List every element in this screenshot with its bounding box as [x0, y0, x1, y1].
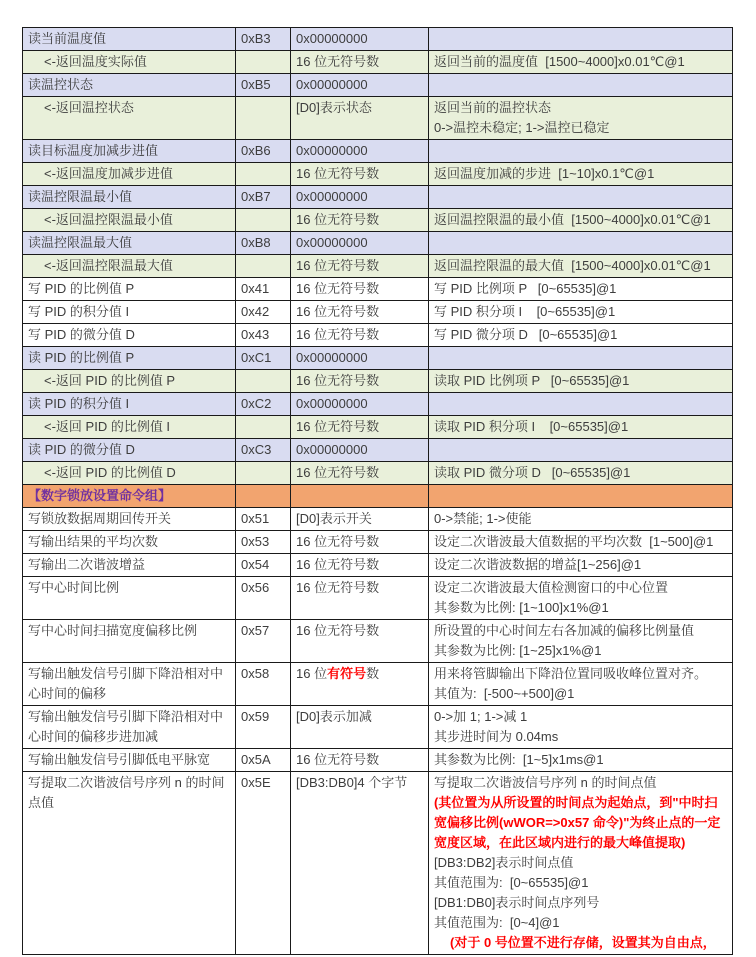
command-row [23, 663, 733, 706]
cell-description: 读取 PID 微分项 D [0~65535]@1 [429, 462, 733, 485]
cell-command-code [236, 97, 291, 140]
cell-data-format: 0x00000000 [291, 439, 429, 462]
cell-description: 设定二次谐波最大值数据的平均次数 [1~500]@1 [429, 531, 733, 554]
command-row [23, 772, 733, 955]
cell-command-name [23, 370, 236, 393]
cell-description: 写 PID 微分项 D [0~65535]@1 [429, 324, 733, 347]
cell-data-format: [D0]表示状态 [291, 97, 429, 140]
cell-command-code [236, 462, 291, 485]
cell-data-format: 16 位无符号数 [291, 324, 429, 347]
cell-command-name: 读目标温度加减步进值 [23, 140, 236, 163]
cell-data-format: 0x00000000 [291, 186, 429, 209]
cell-description [429, 772, 733, 955]
text-segment: <-返回温度实际值 [44, 54, 147, 69]
text-segment: <-返回温控状态 [44, 100, 134, 115]
cell-command-name: 读 PID 的比例值 P [23, 347, 236, 370]
return-row [23, 255, 733, 278]
cell-data-format: 16 位无符号数 [291, 209, 429, 232]
cell-description [429, 140, 733, 163]
command-row [23, 301, 733, 324]
cell-description: 返回温控限温的最大值 [1500~4000]x0.01℃@1 [429, 255, 733, 278]
cell-description [429, 393, 733, 416]
cell-data-format: [D0]表示开关 [291, 508, 429, 531]
cell-data-format: 16 位无符号数 [291, 370, 429, 393]
command-row [23, 28, 733, 51]
cell-description [429, 577, 733, 620]
cell-command-name [23, 485, 236, 508]
cell-description: 返回温控限温的最小值 [1500~4000]x0.01℃@1 [429, 209, 733, 232]
cell-description [429, 232, 733, 255]
cell-data-format: 16 位无符号数 [291, 749, 429, 772]
cell-command-name: 写中心时间扫描宽度偏移比例 [23, 620, 236, 663]
cell-command-code [236, 370, 291, 393]
cell-description [429, 347, 733, 370]
cell-command-code [236, 51, 291, 74]
cell-command-name [23, 255, 236, 278]
cell-command-code [236, 485, 291, 508]
cell-data-format: 0x00000000 [291, 232, 429, 255]
cell-command-code: 0x53 [236, 531, 291, 554]
cell-command-code [236, 255, 291, 278]
text-segment: 其值范围为: [0~4]@1 [434, 915, 560, 930]
text-segment: 其参数为比例: [1~25]x1%@1 [434, 643, 602, 658]
cell-description [429, 706, 733, 749]
cell-command-name: 写 PID 的比例值 P [23, 278, 236, 301]
return-row [23, 370, 733, 393]
command-row [23, 347, 733, 370]
cell-command-name: 写输出触发信号引脚下降沿相对中心时间的偏移步进加减 [23, 706, 236, 749]
command-row [23, 531, 733, 554]
cell-command-name: 写输出触发信号引脚低电平脉宽 [23, 749, 236, 772]
cell-command-code: 0x57 [236, 620, 291, 663]
command-row [23, 577, 733, 620]
cell-command-name [23, 209, 236, 232]
command-row [23, 508, 733, 531]
cell-command-code: 0x59 [236, 706, 291, 749]
cell-command-code: 0xB6 [236, 140, 291, 163]
cell-data-format: 0x00000000 [291, 140, 429, 163]
return-row [23, 51, 733, 74]
cell-command-name [23, 163, 236, 186]
section-header-row [23, 485, 733, 508]
cell-data-format: 0x00000000 [291, 74, 429, 97]
text-segment: <-返回温控限温最小值 [44, 212, 173, 227]
cell-description: 写 PID 比例项 P [0~65535]@1 [429, 278, 733, 301]
cell-description [429, 28, 733, 51]
cell-data-format: [DB3:DB0]4 个字节 [291, 772, 429, 955]
text-segment: 用来将管脚输出下降沿位置同吸收峰位置对齐。 [434, 666, 708, 681]
cell-data-format: 0x00000000 [291, 347, 429, 370]
command-row [23, 278, 733, 301]
cell-command-name: 写 PID 的微分值 D [23, 324, 236, 347]
cell-command-name: 写提取二次谐波信号序列 n 的时间点值 [23, 772, 236, 955]
cell-data-format [291, 663, 429, 706]
command-row [23, 439, 733, 462]
emphasis-red-text: 有符号 [327, 666, 367, 681]
cell-description: 读取 PID 积分项 I [0~65535]@1 [429, 416, 733, 439]
cell-command-code: 0x56 [236, 577, 291, 620]
text-segment: 设定二次谐波最大值检测窗口的中心位置 [434, 580, 669, 595]
cell-data-format: 16 位无符号数 [291, 462, 429, 485]
cell-command-name: 读温控限温最大值 [23, 232, 236, 255]
cell-description: 返回当前的温度值 [1500~4000]x0.01℃@1 [429, 51, 733, 74]
cell-command-name [23, 51, 236, 74]
text-segment: 0->加 1; 1->减 1 [434, 709, 528, 724]
text-segment: 其值范围为: [0~65535]@1 [434, 875, 589, 890]
text-segment: <-返回温度加减步进值 [44, 166, 173, 181]
cell-description: 设定二次谐波数据的增益[1~256]@1 [429, 554, 733, 577]
cell-command-name [23, 462, 236, 485]
emphasis-red-text: (其位置为从所设置的时间点为起始点，到"中时扫宽偏移比例(wWOR=>0x57 命令)"为终止点的一定宽度区域，在此区域内进行的最大峰值提取) [434, 795, 721, 850]
cell-command-code: 0x51 [236, 508, 291, 531]
cell-description [429, 620, 733, 663]
text-segment: [DB1:DB0]表示时间点序列号 [434, 895, 600, 910]
cell-command-code: 0x5E [236, 772, 291, 955]
text-segment: 数 [366, 666, 380, 681]
cell-command-code [236, 209, 291, 232]
cell-command-code: 0xB5 [236, 74, 291, 97]
command-row [23, 324, 733, 347]
text-segment: [DB3:DB2]表示时间点值 [434, 855, 574, 870]
cell-description [429, 439, 733, 462]
cell-command-code: 0x42 [236, 301, 291, 324]
text-segment: 写提取二次谐波信号序列 n 的时间点值 [434, 775, 657, 790]
cell-command-name: 写输出二次谐波增益 [23, 554, 236, 577]
command-row [23, 706, 733, 749]
cell-command-name: 读温控状态 [23, 74, 236, 97]
section-title-text: 【数字锁放设置命令组】 [28, 488, 172, 503]
text-segment: <-返回 PID 的比例值 D [44, 465, 176, 480]
cell-data-format: 16 位无符号数 [291, 278, 429, 301]
cell-command-code: 0x5A [236, 749, 291, 772]
cell-command-name: 写 PID 的积分值 I [23, 301, 236, 324]
return-row [23, 209, 733, 232]
cell-data-format: 16 位无符号数 [291, 51, 429, 74]
cell-data-format: 16 位无符号数 [291, 577, 429, 620]
cell-description: 0->禁能; 1->使能 [429, 508, 733, 531]
cell-command-code: 0x41 [236, 278, 291, 301]
command-row [23, 620, 733, 663]
cell-description [429, 74, 733, 97]
cell-description: 其参数为比例: [1~5]x1ms@1 [429, 749, 733, 772]
return-row [23, 462, 733, 485]
cell-command-code [236, 163, 291, 186]
command-row [23, 232, 733, 255]
text-segment: 所设置的中心时间左右各加减的偏移比例量值 [434, 623, 695, 638]
cell-description [429, 97, 733, 140]
text-segment: 其步进时间为 0.04ms [434, 729, 559, 744]
cell-command-code: 0x58 [236, 663, 291, 706]
command-reference-table [22, 27, 733, 955]
command-row [23, 74, 733, 97]
cell-description: 读取 PID 比例项 P [0~65535]@1 [429, 370, 733, 393]
cell-data-format [291, 485, 429, 508]
cell-command-name: 读温控限温最小值 [23, 186, 236, 209]
cell-command-name: 写输出触发信号引脚下降沿相对中心时间的偏移 [23, 663, 236, 706]
command-row [23, 393, 733, 416]
cell-data-format: [D0]表示加减 [291, 706, 429, 749]
cell-command-code [236, 416, 291, 439]
cell-data-format: 0x00000000 [291, 393, 429, 416]
cell-description: 写 PID 积分项 I [0~65535]@1 [429, 301, 733, 324]
cell-command-code: 0xB7 [236, 186, 291, 209]
cell-description [429, 663, 733, 706]
cell-data-format: 0x00000000 [291, 28, 429, 51]
return-row [23, 97, 733, 140]
cell-command-name: 写中心时间比例 [23, 577, 236, 620]
text-segment: 其参数为比例: [1~100]x1%@1 [434, 600, 609, 615]
command-row [23, 140, 733, 163]
cell-command-code: 0x43 [236, 324, 291, 347]
cell-data-format: 16 位无符号数 [291, 301, 429, 324]
cell-command-name: 读 PID 的微分值 D [23, 439, 236, 462]
text-segment: 0->温控未稳定; 1->温控已稳定 [434, 120, 610, 135]
text-segment: <-返回 PID 的比例值 I [44, 419, 171, 434]
command-row [23, 554, 733, 577]
cell-command-name [23, 416, 236, 439]
cell-data-format: 16 位无符号数 [291, 554, 429, 577]
text-segment: <-返回温控限温最大值 [44, 258, 173, 273]
cell-data-format: 16 位无符号数 [291, 620, 429, 663]
cell-data-format: 16 位无符号数 [291, 416, 429, 439]
cell-command-name [23, 97, 236, 140]
cell-command-code: 0xB8 [236, 232, 291, 255]
cell-command-name: 写锁放数据周期回传开关 [23, 508, 236, 531]
cell-description: 返回温度加减的步进 [1~10]x0.1℃@1 [429, 163, 733, 186]
cell-description [429, 186, 733, 209]
cell-command-code: 0xC2 [236, 393, 291, 416]
cell-command-name: 读 PID 的积分值 I [23, 393, 236, 416]
cell-command-code: 0x54 [236, 554, 291, 577]
cell-command-code: 0xC1 [236, 347, 291, 370]
text-segment: 返回当前的温控状态 [434, 100, 552, 115]
emphasis-red-text: (对于 0 号位置不进行存储，设置其为自由点， [450, 935, 716, 950]
cell-command-name: 写输出结果的平均次数 [23, 531, 236, 554]
cell-command-code: 0xC3 [236, 439, 291, 462]
command-row [23, 186, 733, 209]
text-segment: 其值为: [-500~+500]@1 [434, 686, 575, 701]
command-row [23, 749, 733, 772]
cell-description [429, 485, 733, 508]
return-row [23, 416, 733, 439]
return-row [23, 163, 733, 186]
cell-data-format: 16 位无符号数 [291, 163, 429, 186]
text-segment: 16 位 [296, 666, 328, 681]
table-body [23, 28, 733, 955]
text-segment: <-返回 PID 的比例值 P [44, 373, 176, 388]
cell-data-format: 16 位无符号数 [291, 255, 429, 278]
cell-data-format: 16 位无符号数 [291, 531, 429, 554]
cell-command-code: 0xB3 [236, 28, 291, 51]
cell-command-name: 读当前温度值 [23, 28, 236, 51]
